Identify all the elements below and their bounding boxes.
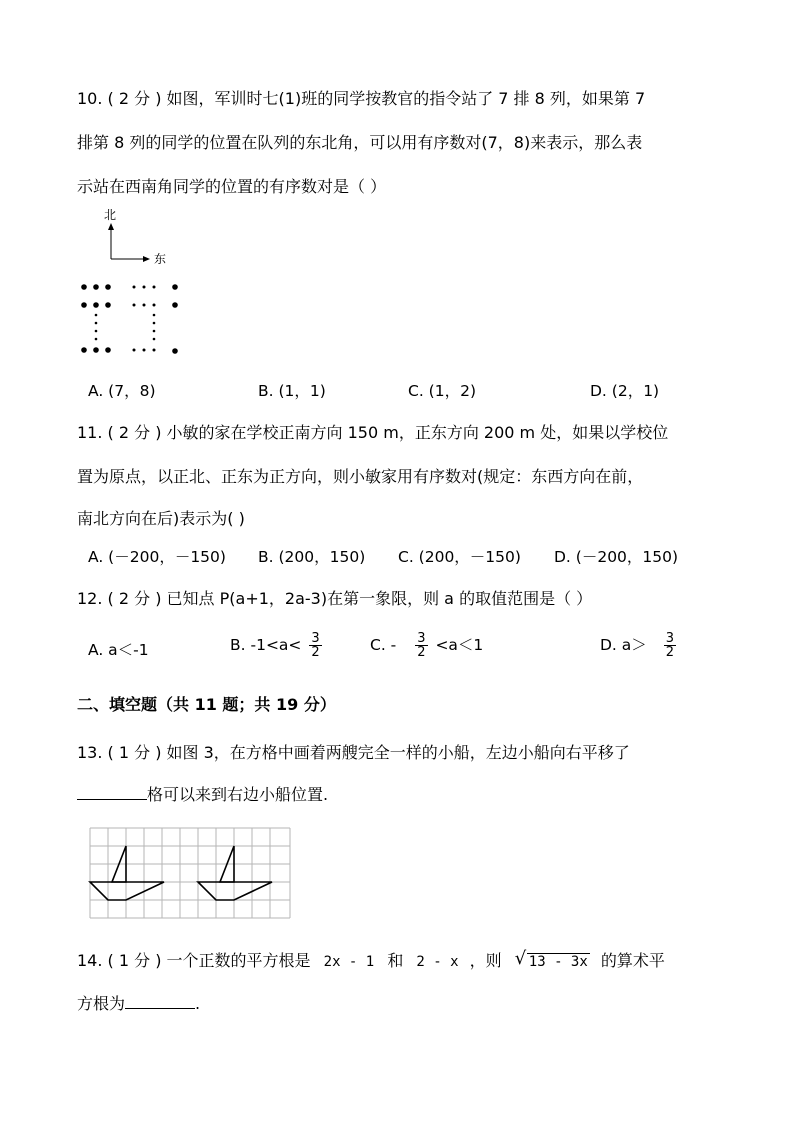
q12-option-d-text: D. a＞ [600, 636, 647, 654]
section-heading-fill-blank: 二、填空题（共 11 题；共 19 分） [77, 695, 336, 714]
fraction-three-halves: $\frac{3}{2}$ [665, 631, 675, 660]
q10-line-1: 10. ( 2 分 ) 如图，军训时七(1)班的同学按教官的指令站了 7 排 8 列，如果第 7 [77, 89, 646, 108]
formation-dots [81, 284, 178, 354]
q10-formation-figure [70, 205, 190, 365]
q11-option-b[interactable]: B. (200，150) [258, 548, 366, 566]
q13-line-1: 13. ( 1 分 ) 如图 3，在方格中画着两艘完全一样的小船，左边小船向右平移了 [77, 743, 630, 762]
q14-answer-blank[interactable] [125, 1007, 195, 1009]
q14-line-2 [77, 991, 200, 1014]
q10-line-2: 排第 8 列的同学的位置在队列的东北角，可以用有序数对(7，8)来表示，那么表 [77, 133, 643, 152]
fraction-three-halves: $\frac{3}{2}$ [311, 631, 320, 660]
q12-option-d[interactable] [600, 632, 679, 659]
q12-line-1: 12. ( 2 分 ) 已知点 P(a+1，2a-3)在第一象限，则 a 的取值范围是（ ） [77, 589, 593, 608]
q14-then: ，则 [469, 951, 502, 970]
q12-option-b[interactable] [230, 632, 325, 659]
q10-option-d[interactable]: D. (2，1) [590, 382, 660, 400]
left-boat [90, 846, 164, 900]
right-boat [198, 846, 272, 900]
q10-option-b[interactable]: B. (1，1) [258, 382, 326, 400]
q14-and: 和 [387, 951, 404, 970]
q12-option-c-text: C. - [370, 636, 397, 654]
q14-line-2-text: 方根为 [77, 994, 126, 1013]
q13-answer-blank[interactable] [77, 798, 147, 800]
q11-line-2: 置为原点，以正北、正东为正方向，则小敏家用有序数对(规定：东西方向在前， [77, 467, 644, 486]
north-label: 北 [104, 208, 117, 222]
q10-option-c[interactable]: C. (1，2) [408, 382, 476, 400]
q11-line-3: 南北方向在后)表示为( ) [77, 509, 245, 528]
grid-lines [90, 828, 290, 918]
east-label: 东 [154, 252, 167, 266]
q11-line-1: 11. ( 2 分 ) 小敏的家在学校正南方向 150 m，正东方向 200 m 处，如果以学校位 [77, 423, 669, 442]
q13-line-2-text: 格可以来到右边小船位置. [147, 785, 329, 804]
q14-text-tail: 的算术平 [600, 951, 665, 970]
q13-line-2 [77, 782, 328, 805]
fraction-three-halves: $\frac{3}{2}$ [417, 631, 426, 660]
q14-period: . [195, 994, 201, 1013]
q12-option-a[interactable]: A. a＜-1 [88, 641, 149, 659]
q13-grid-boats-figure [88, 826, 294, 920]
q14-expr-1: 2x - 1 [323, 954, 375, 970]
q11-option-a[interactable]: A. (－200，－150) [88, 548, 226, 566]
q14-expr-2: 2 - x [416, 954, 459, 970]
q11-option-c[interactable]: C. (200，－150) [398, 548, 521, 566]
q14-text: 14. ( 1 分 ) 一个正数的平方根是 [77, 951, 311, 970]
north-arrow-head [108, 223, 114, 230]
q11-option-d[interactable]: D. (－200，150) [554, 548, 679, 566]
q10-line-3: 示站在西南角同学的位置的有序数对是（ ） [77, 177, 387, 196]
q14-sqrt-expression: √ 13 - 3x [514, 948, 588, 970]
q12-option-c-tail: <a＜1 [435, 636, 484, 654]
q10-option-a[interactable]: A. (7，8) [88, 382, 156, 400]
q14-line-1 [77, 948, 665, 971]
east-arrow-head [143, 256, 150, 262]
q12-option-c[interactable] [370, 632, 483, 659]
q12-option-b-text: B. -1<a< [230, 636, 302, 654]
